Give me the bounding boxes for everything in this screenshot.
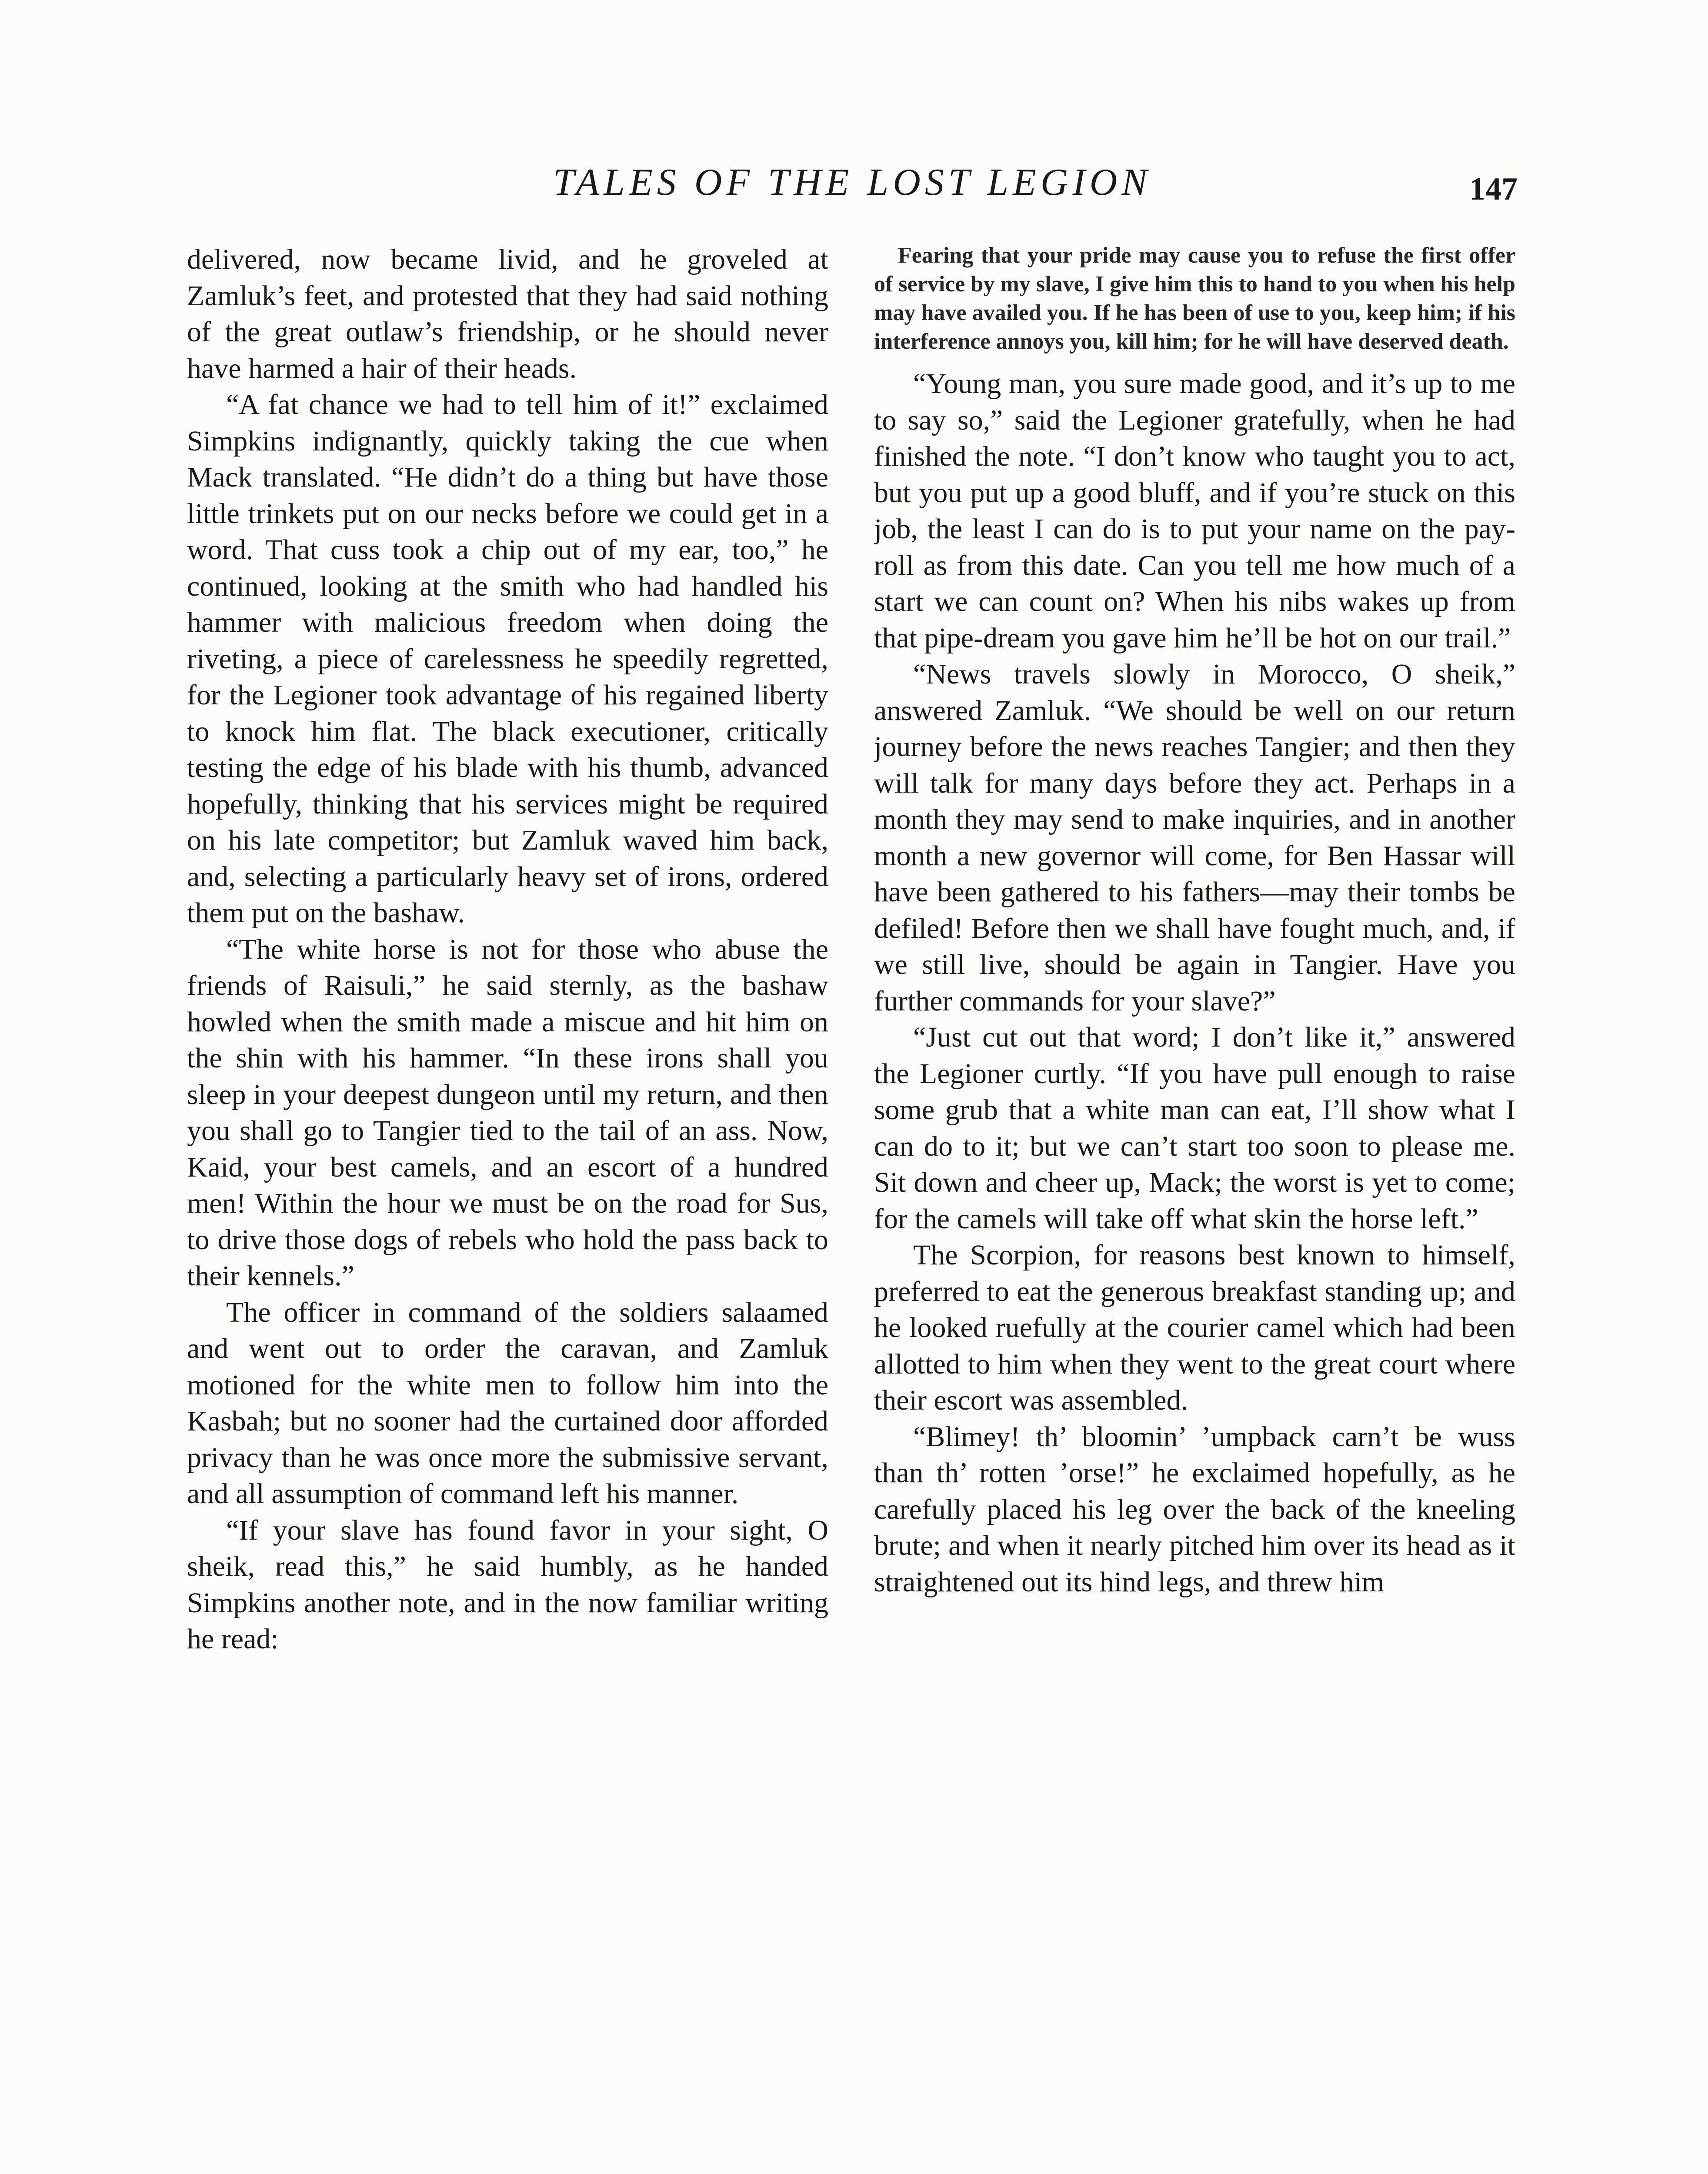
left-column: [187, 241, 828, 2174]
paragraph: “The white horse is not for those who abuse the friends of Raisuli,” he said sternly, as the bashaw howled when the smith made a miscue and hit him on the shin with his hammer. “In these irons shall you sleep in your deepest dungeon until my return, and then you shall go to Tangier tied to the tail of an ass. Now, Kaid, your best camels, and an escort of a hundred men! Within the hour we must be on the road for Sus, to drive those dogs of rebels who hold the pass back to their kennels.”: [187, 933, 828, 1292]
paragraph: The Scorpion, for reasons best known to himself, preferred to eat the generous breakfast standing up; and he looked ruefully at the courier camel which had been allotted to him when they went to the great court where their escort was assembled.: [874, 1239, 1515, 1416]
paragraph: “Just cut out that word; I don’t like it,” answered the Legioner curtly. “If you have pull enough to raise some grub that a white man can eat, I’ll show what I can do to it; but we can’t start too soon to please me. Sit down and cheer up, Mack; the worst is yet to come; for the camels will take off what skin the horse left.”: [874, 1021, 1515, 1235]
paragraph: “A fat chance we had to tell him of it!” exclaimed Simpkins indignantly, quickly taking the cue when Mack translated. “He didn’t do a thing but have those little trinkets put on our necks before we could get in a word. That cuss took a chip out of my ear, too,” he continued, looking at the smith who had handled his hammer with malicious freedom when doing the riveting, a piece of carelessness he speedily regretted, for the Legioner took advantage of his regained liberty to knock him flat. The black executioner, critically testing the edge of his blade with his thumb, advanced hopefully, thinking that his services might be required on his late competitor; but Zamluk waved him back, and, selecting a particularly heavy set of irons, ordered them put on the bashaw.: [187, 389, 828, 929]
paragraph: “Young man, you sure made good, and it’s up to me to say so,” said the Legioner gratefully, when he had finished the note. “I don’t know who taught you to act, but you put up a good bluff, and if you’re stuck on this job, the least I can do is to put your name on the pay-roll as from this date. Can you tell me how much of a start we can count on? When his nibs wakes up from that pipe-dream you gave him he’ll be hot on our trail.”: [874, 368, 1515, 654]
paragraph: The officer in command of the soldiers salaamed and went out to order the caravan, and Zamluk motioned for the white men to follow him into the Kasbah; but no sooner had the curtained door afforded privacy than he was once more the submissive servant, and all assumption of command left his manner.: [187, 1296, 828, 1510]
paragraph: “If your slave has found favor in your sight, O sheik, read this,” he said humbly, as he handed Simpkins another note, and in the now familiar writing he read:: [187, 1514, 828, 1655]
page-header: [0, 157, 1708, 213]
paragraph: “News travels slowly in Morocco, O sheik,” answered Zamluk. “We should be well on our return journey before the news reaches Tangier; and then they will talk for many days before they act. Perhaps in a month they may send to make inquiries, and in another month a new governor will come, for Ben Hassar will have been gathered to his fathers—may their tombs be defiled! Before then we shall have fought much, and, if we still live, should be again in Tangier. Have you further commands for your slave?”: [874, 658, 1515, 1017]
running-head: TALES OF THE LOST LEGION: [553, 161, 1152, 203]
paragraph: delivered, now became livid, and he groveled at Zamluk’s feet, and protested that they had said nothing of the great outlaw’s friendship, or he should never have harmed a hair of their heads.: [187, 243, 828, 384]
right-column: [874, 241, 1515, 2174]
paragraph: “Blimey! th’ bloomin’ ’umpback carn’t be wuss than th’ rotten ’orse!” he exclaimed hopefully, as he carefully placed his leg over the back of the kneeling brute; and when it nearly pitched him over its head as it straightened out its hind legs, and threw him: [874, 1420, 1515, 1598]
quoted-note: Fearing that your pride may cause you to refuse the first offer of service by my slave, I give him this to hand to you when his help may have availed you. If he has been of use to you, keep him; if his interference annoys you, kill him; for he will have deserved death.: [874, 243, 1515, 354]
page-number: 147: [1469, 171, 1518, 207]
